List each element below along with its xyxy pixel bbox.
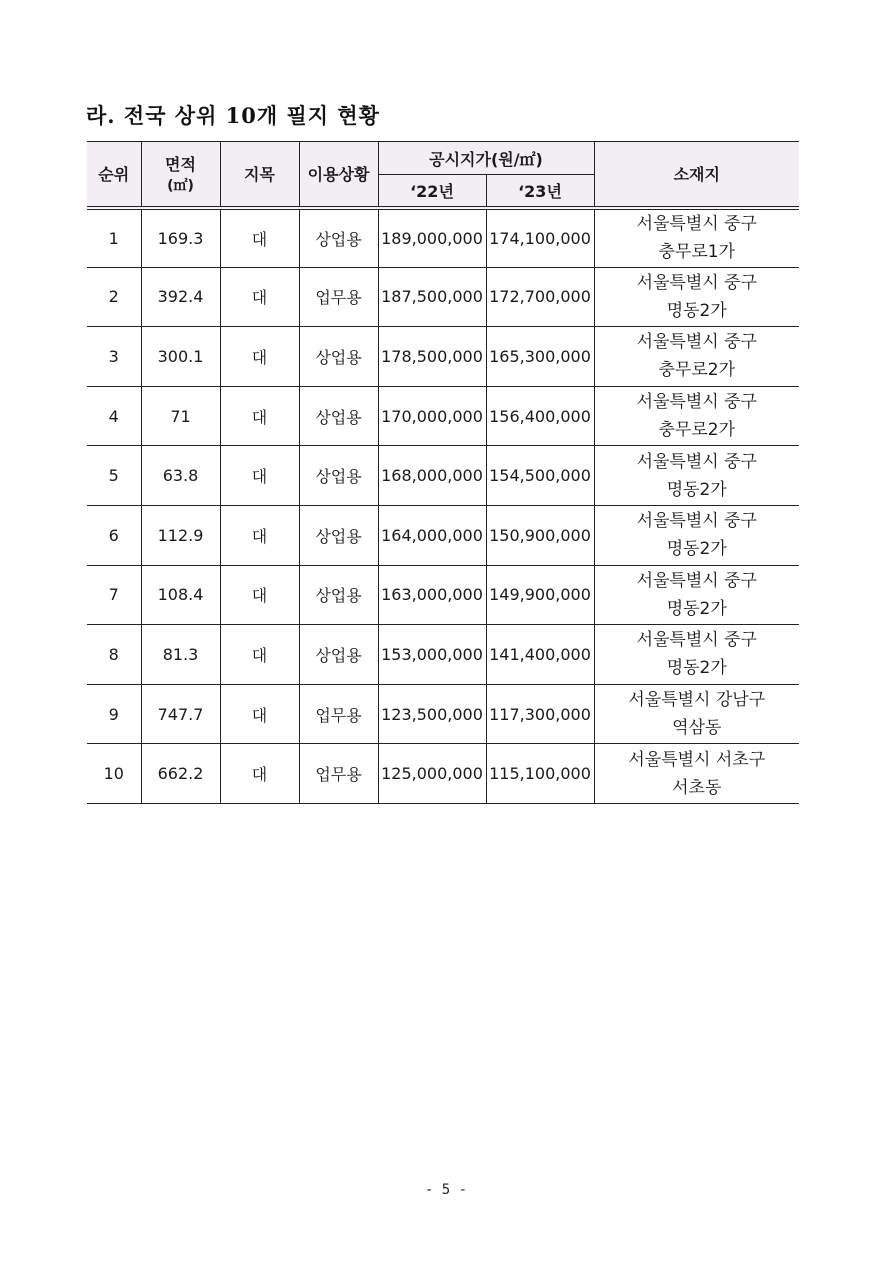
location-line1: 서울특별시 중구 <box>636 570 757 591</box>
cell-price-22: 187,500,000 <box>378 267 486 327</box>
cell-location <box>594 386 799 446</box>
cell-usage: 상업용 <box>299 625 378 685</box>
cell-usage: 업무용 <box>299 684 378 744</box>
table-row <box>87 505 799 565</box>
cell-location <box>594 505 799 565</box>
cell-price-22: 164,000,000 <box>378 505 486 565</box>
location-line2: 명동2가 <box>666 658 727 679</box>
cell-price-23: 172,700,000 <box>486 267 594 327</box>
cell-area: 71 <box>141 386 220 446</box>
cell-location <box>594 208 799 268</box>
cell-usage: 상업용 <box>299 446 378 506</box>
cell-price-23: 141,400,000 <box>486 625 594 685</box>
cell-rank: 1 <box>87 208 141 268</box>
cell-rank: 2 <box>87 267 141 327</box>
location-line2: 명동2가 <box>666 598 727 619</box>
cell-price-23: 149,900,000 <box>486 565 594 625</box>
table-row <box>87 386 799 446</box>
location-line2: 역삼동 <box>672 718 722 739</box>
location-line2: 충무로2가 <box>658 360 735 381</box>
cell-location <box>594 744 799 804</box>
location-line1: 서울특별시 중구 <box>636 214 757 235</box>
cell-location <box>594 625 799 685</box>
cell-location <box>594 684 799 744</box>
table-body <box>87 208 799 804</box>
location-line1: 서울특별시 중구 <box>636 451 757 472</box>
cell-land-category: 대 <box>220 267 299 327</box>
cell-location <box>594 565 799 625</box>
cell-area: 112.9 <box>141 505 220 565</box>
cell-price-23: 154,500,000 <box>486 446 594 506</box>
cell-land-category: 대 <box>220 565 299 625</box>
location-line1: 서울특별시 강남구 <box>628 690 766 711</box>
cell-usage: 상업용 <box>299 386 378 446</box>
cell-land-category: 대 <box>220 744 299 804</box>
cell-area: 108.4 <box>141 565 220 625</box>
cell-area: 300.1 <box>141 327 220 387</box>
header-year-22: ‘22년 <box>378 175 486 208</box>
cell-price-23: 117,300,000 <box>486 684 594 744</box>
cell-area: 81.3 <box>141 625 220 685</box>
top10-land-price-table <box>87 141 799 804</box>
location-line1: 서울특별시 중구 <box>636 511 757 532</box>
location-line2: 서초동 <box>672 777 722 798</box>
page-number: - 5 - <box>424 1182 468 1198</box>
cell-usage: 상업용 <box>299 505 378 565</box>
cell-rank: 9 <box>87 684 141 744</box>
header-area <box>141 142 220 208</box>
header-usage: 이용상황 <box>299 142 378 208</box>
table-row <box>87 684 799 744</box>
table-row <box>87 327 799 387</box>
cell-rank: 3 <box>87 327 141 387</box>
cell-usage: 상업용 <box>299 327 378 387</box>
cell-usage: 업무용 <box>299 744 378 804</box>
cell-usage: 상업용 <box>299 565 378 625</box>
cell-land-category: 대 <box>220 327 299 387</box>
cell-land-category: 대 <box>220 625 299 685</box>
header-area-label: 면적 <box>165 155 196 175</box>
cell-rank: 6 <box>87 505 141 565</box>
cell-price-22: 168,000,000 <box>378 446 486 506</box>
cell-price-22: 178,500,000 <box>378 327 486 387</box>
location-line1: 서울특별시 중구 <box>636 272 757 293</box>
cell-land-category: 대 <box>220 208 299 268</box>
cell-price-22: 125,000,000 <box>378 744 486 804</box>
cell-rank: 10 <box>87 744 141 804</box>
cell-price-22: 170,000,000 <box>378 386 486 446</box>
cell-area: 392.4 <box>141 267 220 327</box>
table-row <box>87 446 799 506</box>
location-line1: 서울특별시 중구 <box>636 630 757 651</box>
header-year-23: ‘23년 <box>486 175 594 208</box>
header-area-unit: (㎡) <box>167 178 194 195</box>
cell-price-22: 163,000,000 <box>378 565 486 625</box>
cell-price-22: 189,000,000 <box>378 208 486 268</box>
cell-area: 63.8 <box>141 446 220 506</box>
table-row <box>87 565 799 625</box>
header-location: 소재지 <box>594 142 799 208</box>
cell-land-category: 대 <box>220 505 299 565</box>
location-line2: 명동2가 <box>666 300 727 321</box>
location-line2: 명동2가 <box>666 479 727 500</box>
header-official-price: 공시지가(원/㎡) <box>378 142 594 175</box>
location-line1: 서울특별시 중구 <box>636 332 757 353</box>
cell-price-22: 153,000,000 <box>378 625 486 685</box>
section-title: 라. 전국 상위 10개 필지 현황 <box>86 103 380 128</box>
cell-price-23: 115,100,000 <box>486 744 594 804</box>
cell-area: 169.3 <box>141 208 220 268</box>
cell-usage: 업무용 <box>299 267 378 327</box>
cell-price-23: 165,300,000 <box>486 327 594 387</box>
cell-rank: 8 <box>87 625 141 685</box>
table-row <box>87 267 799 327</box>
cell-location <box>594 327 799 387</box>
cell-land-category: 대 <box>220 386 299 446</box>
table-row <box>87 744 799 804</box>
location-line1: 서울특별시 서초구 <box>628 749 766 770</box>
location-line2: 충무로2가 <box>658 420 735 441</box>
location-line1: 서울특별시 중구 <box>636 392 757 413</box>
cell-location <box>594 267 799 327</box>
cell-rank: 7 <box>87 565 141 625</box>
header-land-category: 지목 <box>220 142 299 208</box>
table-header <box>87 142 799 208</box>
cell-price-23: 156,400,000 <box>486 386 594 446</box>
cell-price-23: 174,100,000 <box>486 208 594 268</box>
cell-location <box>594 446 799 506</box>
location-line2: 명동2가 <box>666 539 727 560</box>
cell-rank: 4 <box>87 386 141 446</box>
cell-area: 662.2 <box>141 744 220 804</box>
cell-land-category: 대 <box>220 684 299 744</box>
cell-land-category: 대 <box>220 446 299 506</box>
table-row <box>87 625 799 685</box>
location-line2: 충무로1가 <box>658 242 735 263</box>
cell-price-22: 123,500,000 <box>378 684 486 744</box>
header-rank: 순위 <box>87 142 141 208</box>
cell-rank: 5 <box>87 446 141 506</box>
cell-usage: 상업용 <box>299 208 378 268</box>
cell-price-23: 150,900,000 <box>486 505 594 565</box>
table-row <box>87 208 799 268</box>
cell-area: 747.7 <box>141 684 220 744</box>
